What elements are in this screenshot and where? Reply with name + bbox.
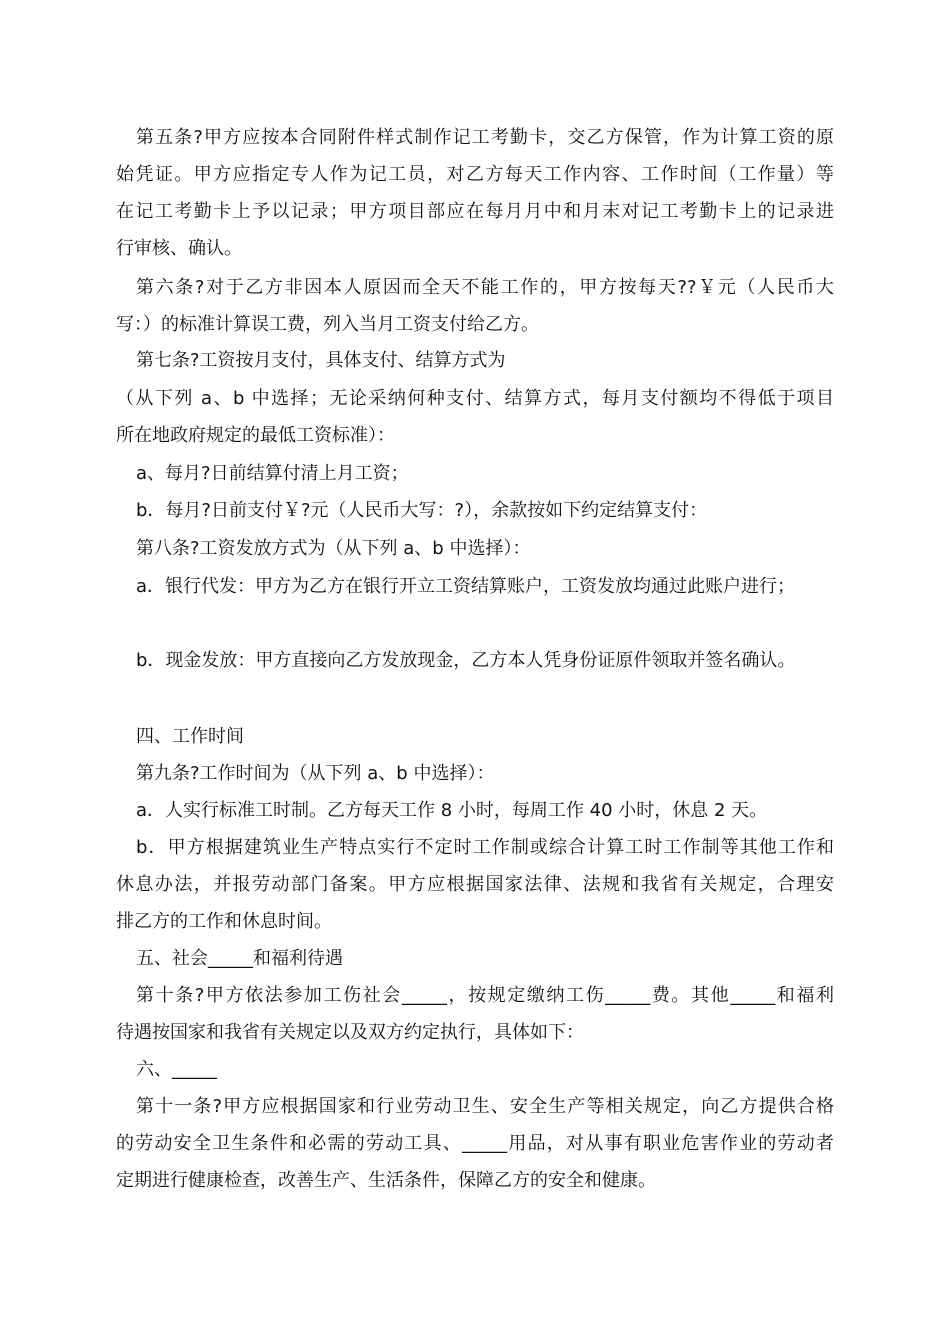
article-9-option-b-line-1: b．甲方根据建筑业生产特点实行不定时工作制或综合计算工时工作制等其他工作和 (136, 837, 834, 858)
section-4-heading: 四、工作时间 (136, 726, 244, 747)
article-8-option-b: b．现金发放：甲方直接向乙方发放现金，乙方本人凭身份证原件领取并签名确认。 (136, 650, 796, 671)
article-9-option-a: a．人实行标准工时制。乙方每天工作 8 小时，每周工作 40 小时，休息 2 天。 (136, 800, 768, 821)
section-5-heading: 五、社会_____和福利待遇 (136, 948, 343, 969)
article-11-line-1: 第十一条?甲方应根据国家和行业劳动卫生、安全生产等相关规定，向乙方提供合格 (136, 1096, 834, 1117)
article-10-line-1: 第十条?甲方依法参加工伤社会_____，按规定缴纳工伤_____费。其他_____和福利 (136, 985, 834, 1006)
article-5-line-4: 行审核、确认。 (116, 238, 242, 259)
article-5-line-3: 在记工考勤卡上予以记录；甲方项目部应在每月月中和月末对记工考勤卡上的记录进 (116, 201, 834, 222)
article-7-line-3: 所在地政府规定的最低工资标准）： (116, 425, 395, 446)
article-8-heading: 第八条?工资发放方式为（从下列 a、b 中选择）： (136, 538, 531, 559)
section-6-heading: 六、_____ (136, 1059, 217, 1080)
article-6-line-2: 写：）的标准计算误工费，列入当月工资支付给乙方。 (116, 314, 539, 335)
article-5-line-1: 第五条?甲方应按本合同附件样式制作记工考勤卡，交乙方保管，作为计算工资的原 (136, 127, 834, 148)
article-7-option-b: b．每月?日前支付￥?元（人民币大写：?），余款按如下约定结算支付： (136, 500, 708, 521)
article-11-line-2: 的劳动安全卫生条件和必需的劳动工具、_____用品，对从事有职业危害作业的劳动者 (116, 1133, 834, 1154)
article-9-heading: 第九条?工作时间为（从下列 a、b 中选择）： (136, 763, 495, 784)
article-6-line-1: 第六条?对于乙方非因本人原因而全天不能工作的，甲方按每天??￥元（人民币大 (136, 277, 834, 298)
article-5-line-2: 始凭证。甲方应指定专人作为记工员，对乙方每天工作内容、工作时间（工作量）等 (116, 164, 834, 185)
article-7-line-2: （从下列 a、b 中选择；无论采纳何种支付、结算方式，每月支付额均不得低于项目 (116, 388, 834, 409)
article-9-option-b-line-2: 休息办法，并报劳动部门备案。甲方应根据国家法律、法规和我省有关规定，合理安 (116, 874, 834, 895)
article-9-option-b-line-3: 排乙方的工作和休息时间。 (116, 911, 332, 932)
article-7-heading: 第七条?工资按月支付，具体支付、结算方式为 (136, 350, 506, 371)
article-7-option-a: a、每月?日前结算付清上月工资； (136, 463, 409, 484)
article-11-line-3: 定期进行健康检查，改善生产、生活条件，保障乙方的安全和健康。 (116, 1170, 656, 1191)
article-10-line-2: 待遇按国家和我省有关规定以及双方约定执行，具体如下： (116, 1022, 584, 1043)
article-8-option-a: a．银行代发：甲方为乙方在银行开立工资结算账户，工资发放均通过此账户进行； (136, 576, 796, 597)
